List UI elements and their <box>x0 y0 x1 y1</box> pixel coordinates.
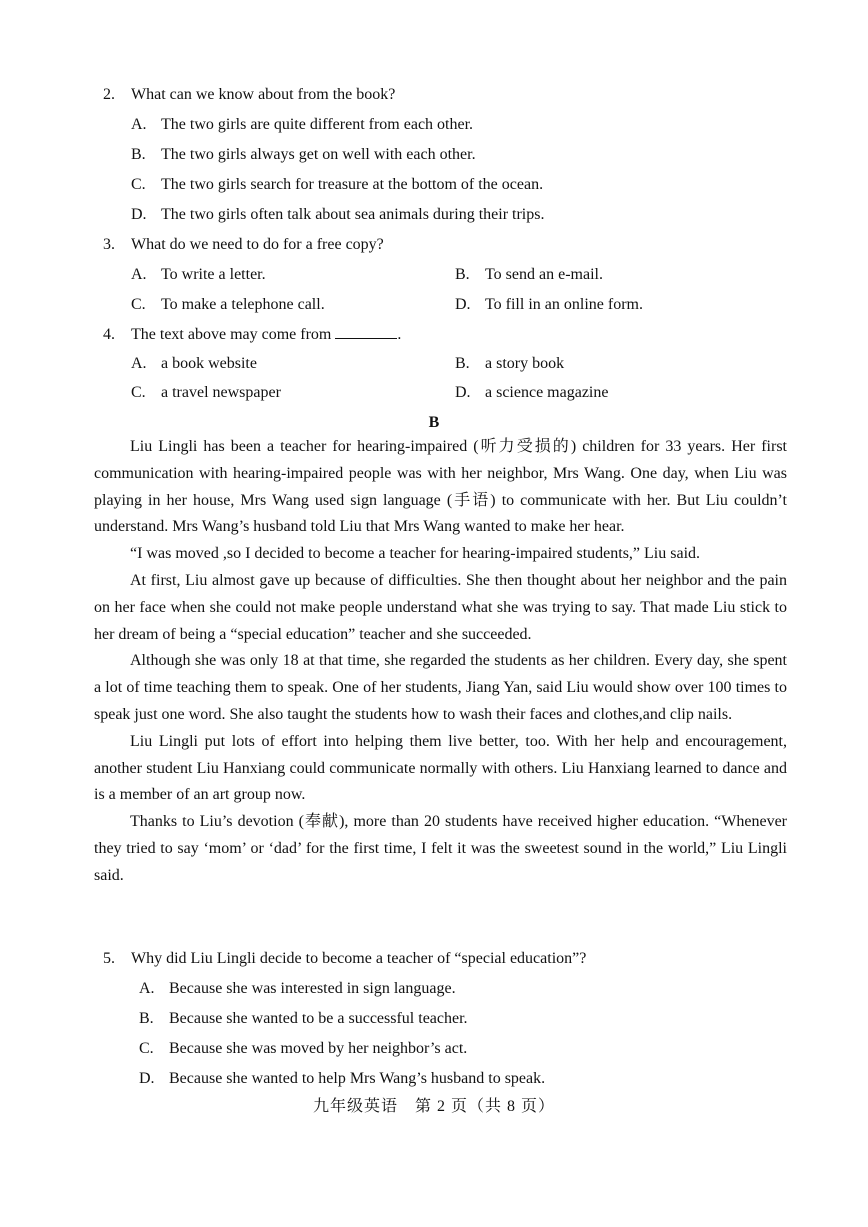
option-letter: D. <box>139 1070 155 1087</box>
passage-paragraph: Liu Lingli put lots of effort into helping them live better, too. With her help and encouragement, another student Liu Hanxiang could communicate normally with others. Liu Hanxiang learned to dance and is a member of an art group now. <box>94 732 787 804</box>
option-4c <box>131 384 281 402</box>
option-2a <box>131 116 473 134</box>
option-letter: A. <box>131 116 147 133</box>
reading-passage <box>94 434 787 890</box>
option-letter: C. <box>131 176 146 193</box>
option-5d <box>139 1070 545 1088</box>
option-letter: A. <box>131 266 147 283</box>
option-text: Because she was moved by her neighbor’s act. <box>169 1040 468 1057</box>
option-4d <box>455 384 608 402</box>
option-5a <box>139 980 456 998</box>
question-3 <box>103 236 384 254</box>
option-3a <box>131 266 266 284</box>
question-stem: The text above may come from <box>131 326 332 343</box>
option-3c <box>131 296 325 314</box>
question-stem: Why did Liu Lingli decide to become a teacher of “special education”? <box>131 950 587 967</box>
question-5 <box>103 950 586 968</box>
option-letter: C. <box>139 1040 154 1057</box>
option-letter: B. <box>455 355 470 372</box>
option-text: a story book <box>485 355 565 372</box>
option-letter: D. <box>455 384 471 401</box>
option-text: To fill in an online form. <box>485 296 643 313</box>
passage-paragraph: Although she was only 18 at that time, she regarded the students as her children. Every day, she spent a lot of time teaching them to speak. One of her students, Jiang Yan, said Liu would show over 100 times to speak just one word. She also taught the students how to wash their faces and clothes,and clip nails. <box>94 652 787 723</box>
option-letter: C. <box>131 296 146 313</box>
page-footer: 九年级英语 第 2 页（共 8 页） <box>312 1098 555 1115</box>
answer-blank <box>335 326 397 339</box>
passage-paragraph: At first, Liu almost gave up because of difficulties. She then thought about her neighbor and the pain on her face when she could not make people understand what she was trying to say. That made Liu stick to her dream of being a “special education” teacher and she succeeded. <box>94 571 787 643</box>
option-text: The two girls always get on well with each other. <box>161 146 476 163</box>
option-5c <box>139 1040 467 1058</box>
option-2d <box>131 206 544 224</box>
option-3d <box>455 296 643 314</box>
question-number: 4. <box>103 326 115 343</box>
option-5b <box>139 1010 468 1028</box>
option-text: Because she was interested in sign language. <box>169 980 456 997</box>
option-text: Because she wanted to help Mrs Wang’s husband to speak. <box>169 1070 546 1087</box>
option-letter: C. <box>131 384 146 401</box>
option-letter: A. <box>139 980 155 997</box>
question-4 <box>103 326 401 344</box>
option-text: The two girls often talk about sea animals during their trips. <box>161 206 545 223</box>
question-number: 3. <box>103 236 115 253</box>
question-stem-end: . <box>397 326 402 343</box>
option-letter: B. <box>139 1010 154 1027</box>
option-text: To write a letter. <box>161 266 266 283</box>
option-text: a book website <box>161 355 257 372</box>
option-2c <box>131 176 543 194</box>
option-text: The two girls search for treasure at the bottom of the ocean. <box>161 176 544 193</box>
option-4b <box>455 355 564 373</box>
option-letter: B. <box>455 266 470 283</box>
option-3b <box>455 266 603 284</box>
section-title: B <box>428 414 440 431</box>
question-2 <box>103 86 395 104</box>
option-text: a travel newspaper <box>161 384 281 401</box>
question-stem: What can we know about from the book? <box>131 86 396 103</box>
question-number: 5. <box>103 950 115 967</box>
question-number: 2. <box>103 86 115 103</box>
option-text: To send an e-mail. <box>485 266 603 283</box>
option-letter: D. <box>455 296 471 313</box>
option-text: The two girls are quite different from each other. <box>161 116 474 133</box>
question-stem: What do we need to do for a free copy? <box>131 236 384 253</box>
option-text: Because she wanted to be a successful teacher. <box>169 1010 468 1027</box>
passage-paragraph: Liu Lingli has been a teacher for hearing-impaired (听力受损的) children for 33 years. Her first communication with hearing-impaired people was with her neighbor, Mrs Wang. One day, when Liu was playing in her house, Mrs Wang used sign language (手语) to communicate with her. But Liu couldn’t understand. Mrs Wang’s husband told Liu that Mrs Wang wanted to make her hear. <box>94 438 787 536</box>
option-letter: A. <box>131 355 147 372</box>
option-text: a science magazine <box>485 384 609 401</box>
option-letter: D. <box>131 206 147 223</box>
option-letter: B. <box>131 146 146 163</box>
passage-paragraph: “I was moved ,so I decided to become a teacher for hearing-impaired students,” Liu said. <box>130 545 701 563</box>
option-4a <box>131 355 257 373</box>
option-2b <box>131 146 476 164</box>
passage-paragraph: Thanks to Liu’s devotion (奉献), more than 20 students have received higher education. “Whenever they tried to say ‘mom’ or ‘dad’ for the first time, I felt it was the sweetest sound in the world,” Liu Lingli said. <box>94 813 787 884</box>
option-text: To make a telephone call. <box>161 296 325 313</box>
